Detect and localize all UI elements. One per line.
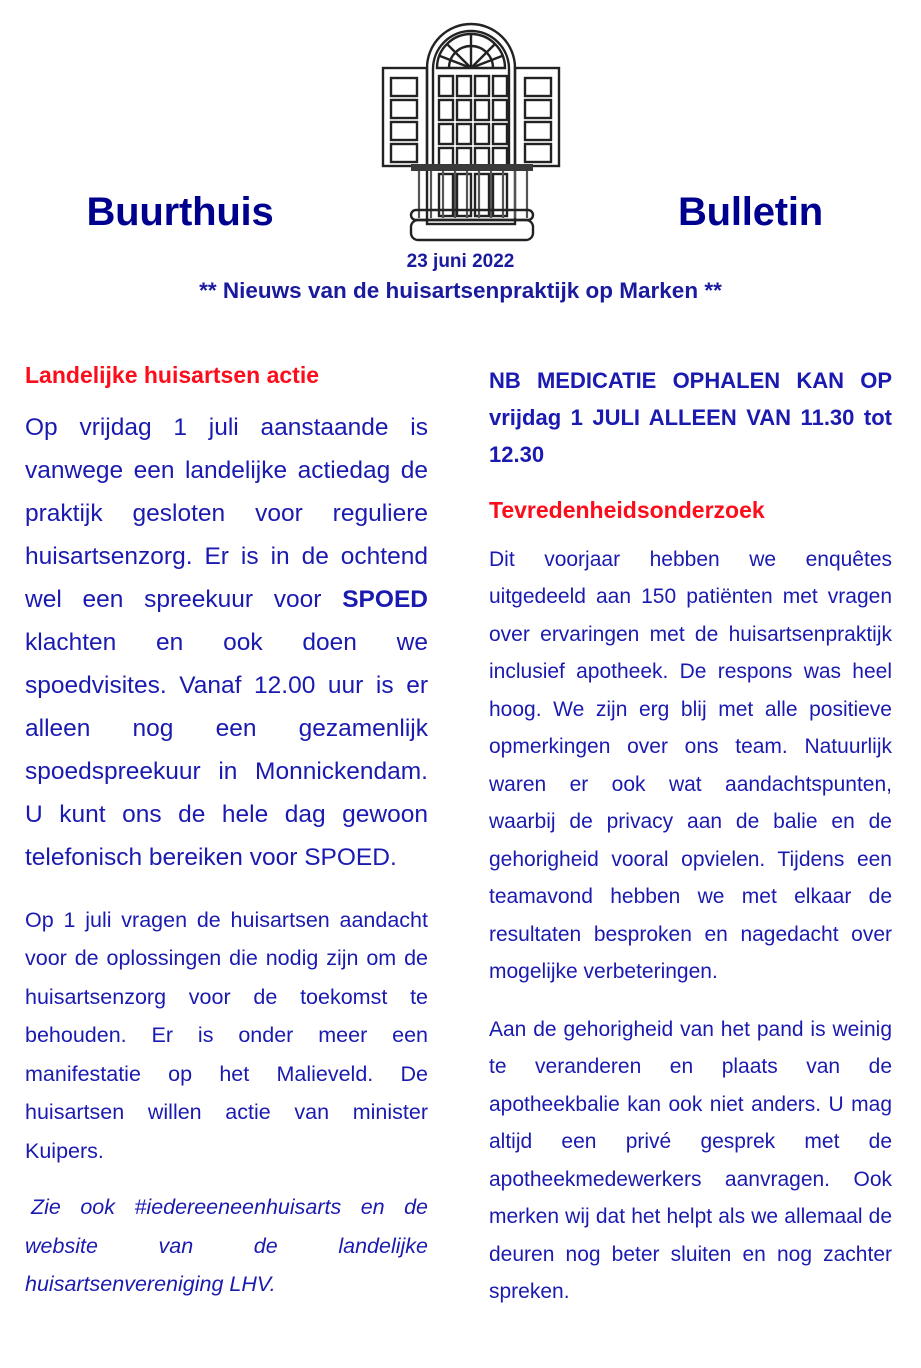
masthead-title-left: Buurthuis bbox=[86, 190, 274, 234]
left-section-heading: Landelijke huisartsen actie bbox=[25, 362, 320, 388]
article-columns bbox=[0, 362, 921, 1368]
masthead-subtitle: ** Nieuws van de huisartsenpraktijk op Marken ** bbox=[199, 278, 722, 303]
right-section-heading: Tevredenheidsonderzoek bbox=[489, 497, 765, 523]
left-paragraph-1-text-a: Op vrijdag 1 juli aanstaande is vanwege een landelijke actiedag de praktijk gesloten voor reguliere huisartsenzorg. Er is in de ochtend wel een spreekuur voor bbox=[25, 413, 428, 613]
left-paragraph-2: Op 1 juli vragen de huisartsen aandacht voor de oplossingen die nodig zijn om de huisartsenzorg voor de toekomst te behouden. Er is onder meer een manifestatie op het Malieveld. De huisartsen willen actie van minister Kuipers. bbox=[25, 907, 428, 1163]
left-paragraph-1-emphasis: SPOED bbox=[342, 585, 428, 613]
left-column bbox=[25, 362, 428, 1326]
left-paragraph-1-text-b: klachten en ook doen we spoedvisites. Vanaf 12.00 uur is er alleen nog een gezamenlijk spoedspreekuur in Monnickendam. U kunt ons de hele dag gewoon telefonisch bereiken voor SPOED. bbox=[25, 628, 428, 871]
issue-date: 23 juni 2022 bbox=[406, 251, 515, 272]
left-paragraph-3: Zie ook #iedereeneenhuisarts en de website van de landelijke huisartsenvereniging LHV. bbox=[25, 1195, 428, 1297]
right-column bbox=[489, 362, 892, 1331]
buurthuis-building-logo bbox=[371, 6, 571, 244]
left-paragraph-1 bbox=[25, 406, 428, 879]
masthead bbox=[0, 0, 921, 318]
right-paragraph-2: Aan de gehorigheid van het pand is weinig te veranderen en plaats van de apotheekbalie kan ook niet anders. U mag altijd een privé gesprek met de apotheekmedewerkers aanvragen. Ook merken wij dat het helpt als we allemaal de deuren nog beter sluiten en nog zachter spreken. bbox=[489, 1017, 892, 1304]
medication-pickup-notice: NB MEDICATIE OPHALEN KAN OP vrijdag 1 JULI ALLEEN VAN 11.30 tot 12.30 bbox=[489, 368, 892, 467]
right-paragraph-1: Dit voorjaar hebben we enquêtes uitgedeeld aan 150 patiënten met vragen over ervaringen met de huisartsenpraktijk inclusief apotheek. De respons was heel hoog. We zijn erg blij met alle positieve opmerkingen over ons team. Natuurlijk waren er ook wat aandachtspunten, waarbij de privacy aan de balie en de gehorigheid vooral opvielen. Tijdens een teamavond hebben we met elkaar de resultaten besproken en nagedacht over mogelijke verbeteringen. bbox=[489, 547, 892, 984]
masthead-title-right: Bulletin bbox=[677, 190, 824, 234]
